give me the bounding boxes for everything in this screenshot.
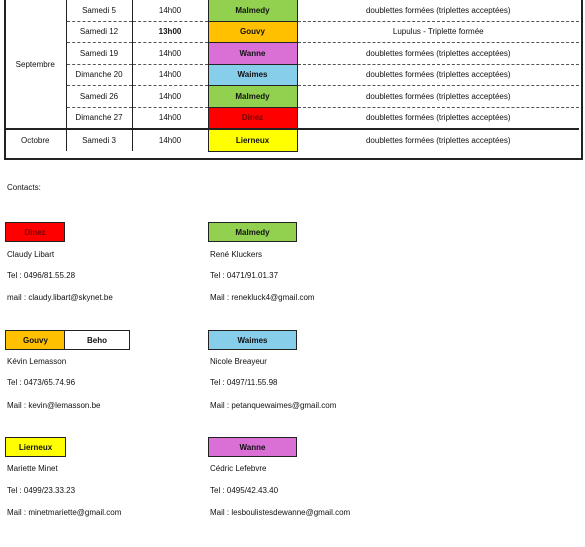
- club-box-beho: Beho: [64, 330, 130, 350]
- schedule-row: [5, 0, 579, 21]
- schedule-table: [5, 0, 579, 152]
- lierneux-contact-name: Mariette Minet: [7, 464, 58, 473]
- club-box-dinez: Dinez: [5, 222, 65, 242]
- malmedy-contact-name: René Kluckers: [210, 250, 263, 259]
- schedule-row: [5, 21, 579, 43]
- waimes-contact-tel: Tel : 0497/11.55.98: [210, 378, 278, 387]
- time-cell: 14h00: [132, 86, 208, 108]
- schedule-row: [5, 107, 579, 129]
- time-cell: 14h00: [132, 107, 208, 129]
- description-cell: Lupulus - Triplette formée: [297, 21, 579, 43]
- waimes-contact-mail: Mail : petanquewaimes@gmail.com: [210, 401, 337, 410]
- time-cell: 14h00: [132, 129, 208, 151]
- wanne-contact-name: Cédric Lefebvre: [210, 464, 267, 473]
- gouvy-contact-tel: Tel : 0473/65.74.96: [7, 378, 76, 387]
- month-cell-september: Septembre: [5, 0, 66, 129]
- date-cell: Samedi 3: [66, 129, 132, 151]
- description-cell: doublettes formées (triplettes acceptées): [297, 43, 579, 65]
- date-cell: Samedi 5: [66, 0, 132, 21]
- schedule-row: [5, 86, 579, 108]
- schedule-row: [5, 129, 579, 151]
- dinez-contact-name: Claudy Libart: [7, 250, 55, 259]
- dinez-contact-tel: Tel : 0496/81.55.28: [7, 271, 76, 280]
- club-cell: Waimes: [208, 64, 297, 86]
- lierneux-contact-mail: Mail : minetmariette@gmail.com: [7, 508, 122, 517]
- club-box-malmedy: Malmedy: [208, 222, 297, 242]
- club-cell: Gouvy: [208, 21, 297, 43]
- club-box-wanne: Wanne: [208, 437, 297, 457]
- club-box-lierneux: Lierneux: [5, 437, 66, 457]
- club-cell: Lierneux: [208, 129, 297, 151]
- contacts-label: Contacts:: [7, 183, 41, 192]
- club-cell: Wanne: [208, 43, 297, 65]
- club-cell: Dinez: [208, 107, 297, 129]
- wanne-contact-tel: Tel : 0495/42.43.40: [210, 486, 279, 495]
- dinez-contact-mail: mail : claudy.libart@skynet.be: [7, 293, 113, 302]
- lierneux-contact-tel: Tel : 0499/23.33.23: [7, 486, 76, 495]
- time-cell: 14h00: [132, 43, 208, 65]
- date-cell: Dimanche 20: [66, 64, 132, 86]
- time-cell: 13h00: [132, 21, 208, 43]
- gouvy-contact-name: Kévin Lemasson: [7, 357, 67, 366]
- schedule-row: [5, 64, 579, 86]
- malmedy-contact-tel: Tel : 0471/91.01.37: [210, 271, 279, 280]
- description-cell: doublettes formées (triplettes acceptées): [297, 64, 579, 86]
- time-cell: 14h00: [132, 64, 208, 86]
- waimes-contact-name: Nicole Breayeur: [210, 357, 267, 366]
- date-cell: Samedi 12: [66, 21, 132, 43]
- date-cell: Samedi 19: [66, 43, 132, 65]
- schedule-row: [5, 43, 579, 65]
- club-box-waimes: Waimes: [208, 330, 297, 350]
- description-cell: doublettes formées (triplettes acceptées): [365, 5, 511, 15]
- time-cell: 14h00: [132, 0, 208, 21]
- club-cell: Malmedy: [208, 86, 297, 108]
- wanne-contact-mail: Mail : lesboulistesdewanne@gmail.com: [210, 508, 351, 517]
- description-cell: doublettes formées (triplettes acceptées): [297, 86, 579, 108]
- club-box-gouvy: Gouvy: [5, 330, 66, 350]
- gouvy-contact-mail: Mail : kevin@lemasson.be: [7, 401, 101, 410]
- club-cell: Malmedy: [208, 0, 297, 21]
- month-cell-october: Octobre: [5, 129, 66, 151]
- date-cell: Dimanche 27: [66, 107, 132, 129]
- date-cell: Samedi 26: [66, 86, 132, 108]
- description-cell: doublettes formées (triplettes acceptées): [297, 129, 579, 151]
- description-cell: doublettes formées (triplettes acceptées): [297, 107, 579, 129]
- malmedy-contact-mail: Mail : renekluck4@gmail.com: [210, 293, 315, 302]
